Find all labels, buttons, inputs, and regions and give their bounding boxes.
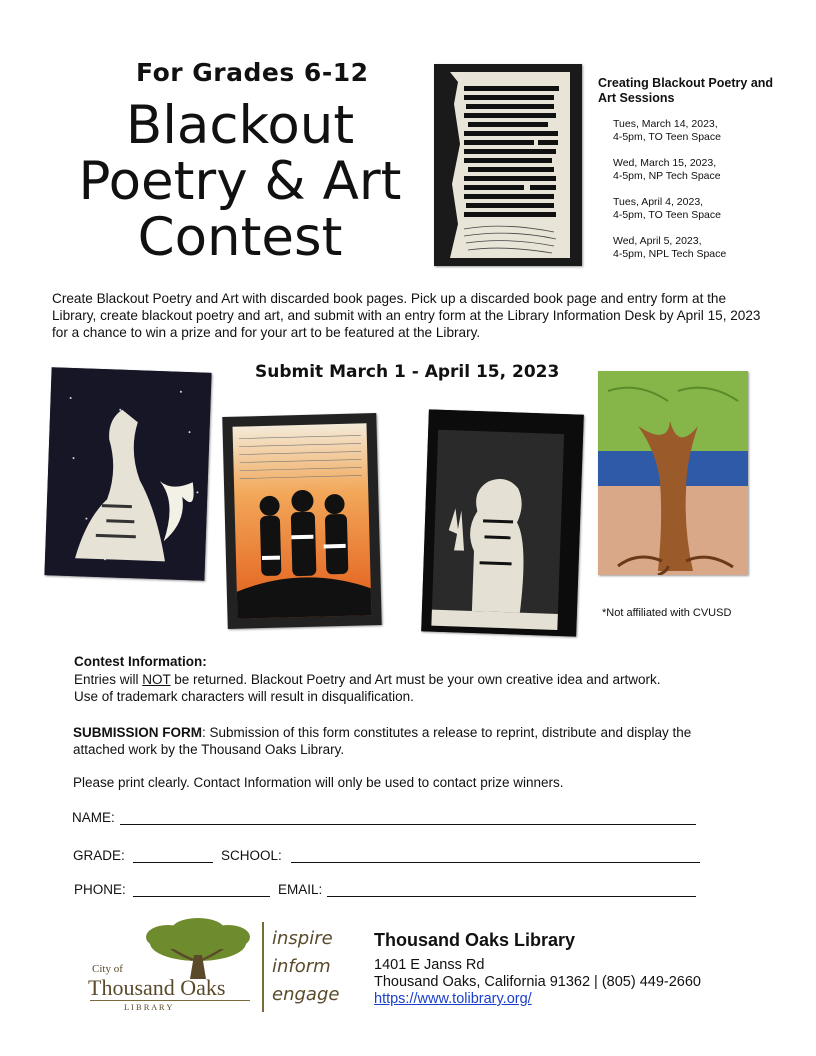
school-field[interactable] — [291, 862, 700, 863]
tagline-inspire: inspire — [272, 928, 333, 949]
tree-art — [598, 371, 748, 575]
submit-dates: Submit March 1 - April 15, 2023 — [255, 362, 560, 382]
session-date: Tues, March 14, 2023, — [613, 118, 718, 130]
session-detail: 4-5pm, TO Teen Space — [613, 209, 721, 221]
page-title — [40, 95, 440, 268]
submission-form-body: : Submission of this form constitutes a release to reprint, distribute and display the attached work by the Thousand Oaks Library. — [73, 725, 692, 757]
logo-divider — [262, 922, 264, 1012]
tagline-inform: inform — [272, 956, 331, 977]
art-photo-scribble-figure — [421, 409, 584, 636]
grade-label: GRADE: — [73, 848, 125, 863]
library-city-phone: Thousand Oaks, California 91362 | (805) 449-2660 — [374, 974, 702, 990]
tagline-engage: engage — [272, 984, 340, 1005]
session-detail: 4-5pm, NP Tech Space — [613, 170, 721, 182]
session-date: Wed, April 5, 2023, — [613, 235, 702, 247]
art-photo-night-figure — [44, 367, 211, 580]
intro-paragraph: Create Blackout Poetry and Art with discarded book pages. Pick up a discarded book page and entry form at the Library, create blackout poetry and art, and submit with an entry form at the Library Information Desk by April 15, 2023 for a chance to win a prize and for your art to be featured at the Library. — [52, 291, 761, 340]
night-figure-art — [44, 367, 211, 580]
contest-info-text-after: be returned. Blackout Poetry and Art must be your own creative idea and artwork. Use of trademark characters will result in disqualification. — [74, 672, 661, 704]
title-line-2: Poetry & Art — [78, 151, 402, 212]
logo-city-of: City of — [92, 963, 123, 975]
contest-info-text-before: Entries will — [74, 672, 143, 687]
logo-tagline — [272, 925, 339, 1009]
grades-heading: For Grades 6-12 — [136, 58, 369, 87]
email-label: EMAIL: — [278, 882, 323, 897]
library-logo — [88, 915, 258, 1015]
blackout-page-photo — [434, 64, 582, 266]
art-photo-silhouettes — [222, 413, 381, 629]
library-street: 1401 E Janss Rd — [374, 957, 485, 973]
session-item — [613, 196, 721, 222]
contest-info-text — [74, 671, 674, 705]
print-note: Please print clearly. Contact Information will only be used to contact prize winners. — [73, 775, 564, 790]
name-label: NAME: — [72, 810, 115, 825]
silhouettes-art — [222, 413, 381, 629]
library-address — [374, 957, 701, 1008]
session-detail: 4-5pm, NPL Tech Space — [613, 248, 727, 260]
title-line-1: Blackout — [125, 95, 355, 156]
contest-info-emphasis: NOT — [142, 672, 171, 687]
submission-form-text — [73, 724, 693, 758]
art-photo-tree — [598, 371, 748, 575]
logo-thousand-oaks: Thousand Oaks — [88, 975, 226, 1000]
phone-field[interactable] — [133, 896, 270, 897]
session-item — [613, 118, 721, 144]
email-field[interactable] — [327, 896, 696, 897]
scribble-figure-art — [421, 409, 584, 636]
not-affiliated-note: *Not affiliated with CVUSD — [602, 607, 732, 619]
school-label: SCHOOL: — [221, 848, 282, 863]
session-item — [613, 157, 721, 183]
sessions-heading: Creating Blackout Poetry and Art Sessions — [598, 76, 774, 105]
submission-form-label: SUBMISSION FORM — [73, 725, 203, 740]
name-field[interactable] — [120, 824, 696, 825]
phone-label: PHONE: — [74, 882, 126, 897]
grade-field[interactable] — [133, 862, 213, 863]
session-date: Tues, April 4, 2023, — [613, 196, 704, 208]
library-name: Thousand Oaks Library — [374, 930, 576, 950]
session-item — [613, 235, 726, 261]
library-website-link[interactable]: https://www.tolibrary.org/ — [374, 991, 532, 1007]
session-detail: 4-5pm, TO Teen Space — [613, 131, 721, 143]
logo-library: L I B R A R Y — [124, 1002, 173, 1012]
session-date: Wed, March 15, 2023, — [613, 157, 717, 169]
title-line-3: Contest — [137, 207, 343, 268]
contest-info-heading: Contest Information: — [74, 654, 207, 669]
blackout-page-art — [434, 64, 582, 266]
